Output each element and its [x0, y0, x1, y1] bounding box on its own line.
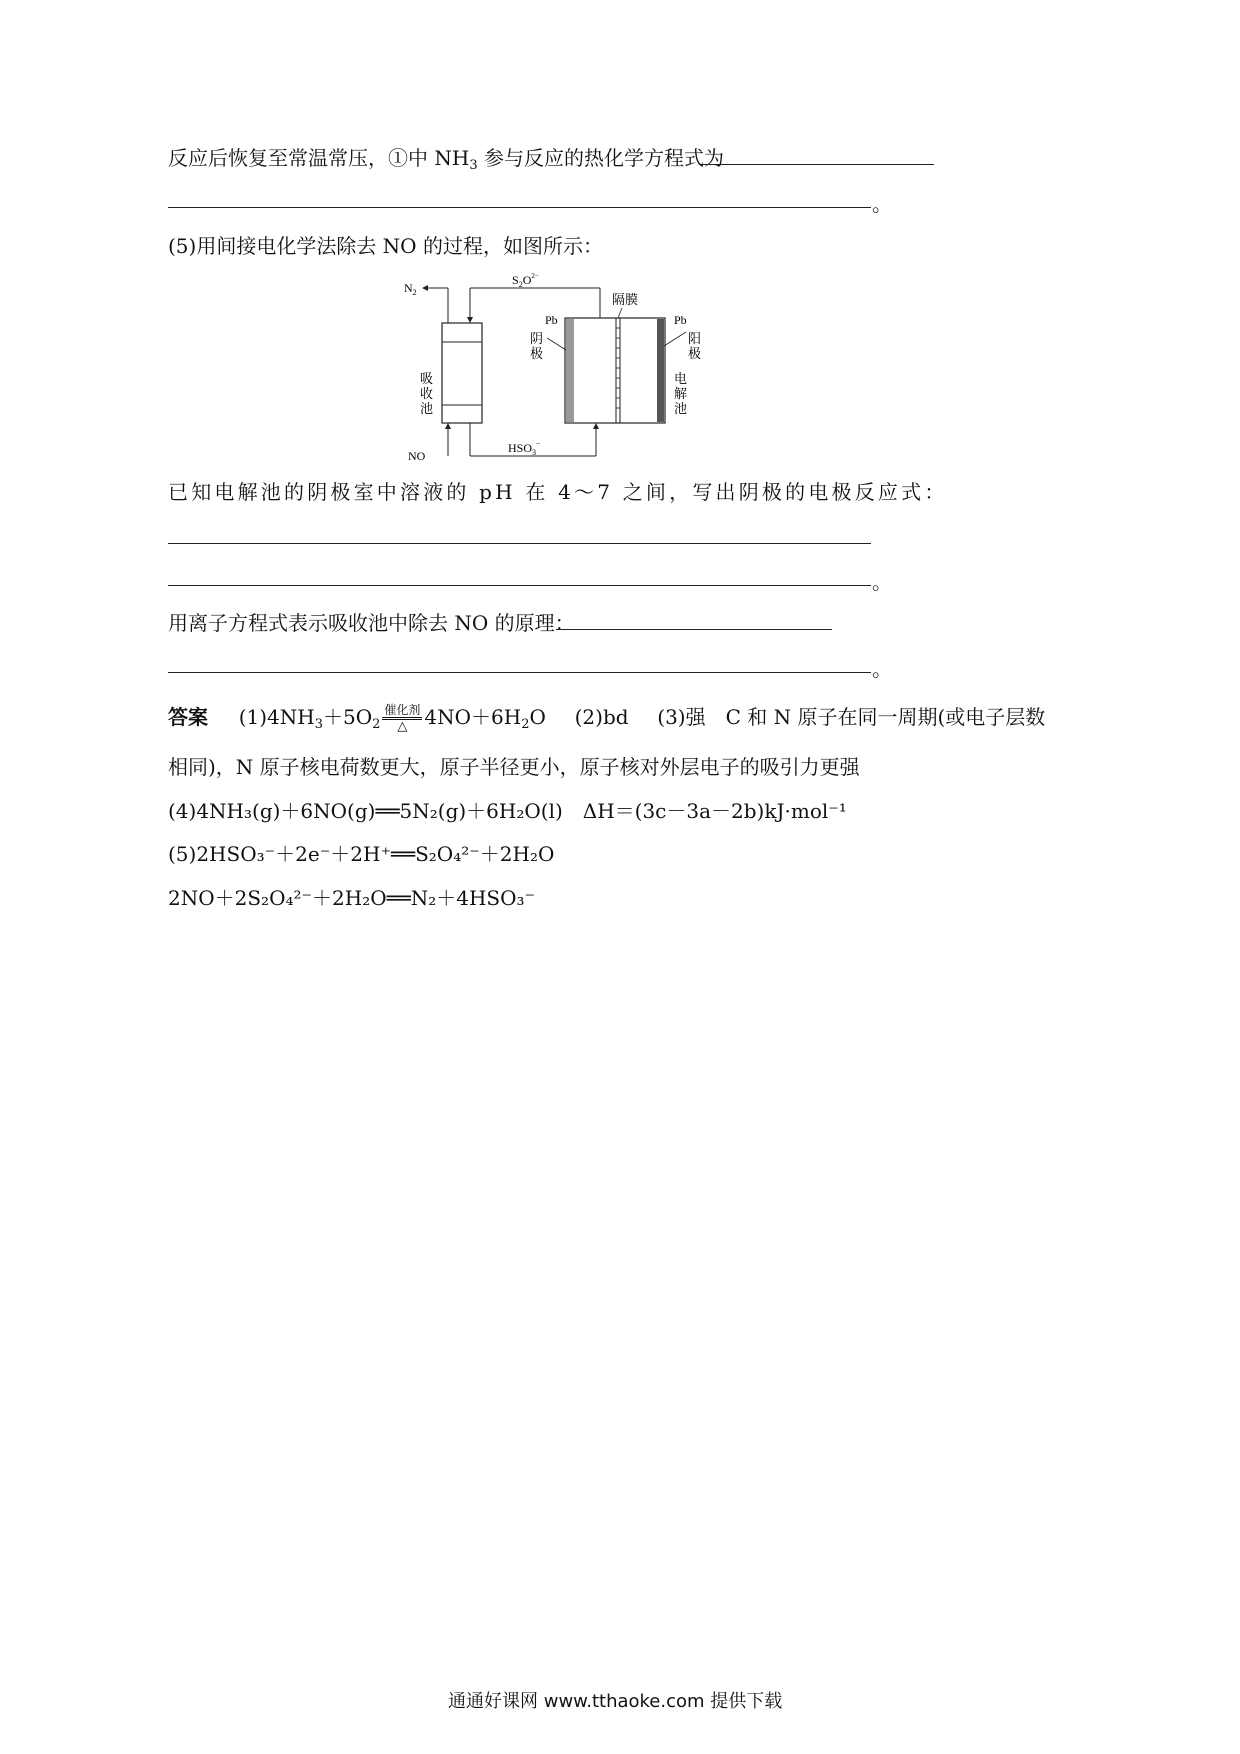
electrochemical-diagram [400, 268, 730, 468]
electrolyzer-label-2: 解 [674, 386, 688, 401]
cathode-label-2: 极 [530, 346, 544, 361]
answer-blank[interactable] [701, 164, 934, 165]
answer-line-4: (5)2HSO₃⁻＋2e⁻＋2H⁺══S₂O₄²⁻＋2H₂O [168, 842, 555, 866]
answer-line-1: 答案 $(1)4NH_3+5O_2$ $\frac{\text{催化剂}}{\triangle}$ $4NO+6H_2O$ (2)bd (3)强 C 和 N 原子在同一周期(或电子层数 [168, 702, 1046, 734]
answer-blank[interactable] [168, 207, 871, 208]
period: 。 [872, 192, 892, 216]
answer-blank[interactable] [168, 585, 871, 586]
answer-line-2: 相同)，N 原子核电荷数更大，原子半径更小，原子核对外层电子的吸引力更强 [168, 755, 860, 779]
answer-label: 答案 [168, 705, 208, 729]
answer-line-5: 2NO＋2S₂O₄²⁻＋2H₂O══N₂＋4HSO₃⁻ [168, 886, 536, 910]
hso3-label: $HSO_3^-$ [508, 439, 541, 457]
footer-source: 通通好课网 www.tthaoke.com 提供下载 [448, 1691, 783, 1712]
pb-right-label: Pb [674, 313, 687, 327]
answer-blank[interactable] [556, 629, 832, 630]
period: 。 [872, 657, 892, 681]
membrane-label: 隔膜 [612, 292, 639, 307]
answer-blank[interactable] [168, 543, 871, 544]
no-label: NO [408, 449, 426, 463]
s2o4-label: $S_2O^{2-}$ [512, 272, 539, 289]
period: 。 [872, 570, 892, 594]
q5-ionic: 用离子方程式表示吸收池中除去 NO 的原理： [168, 611, 575, 635]
absorber-label-2: 收 [420, 386, 434, 401]
cathode-label-1: 阴 [530, 331, 544, 346]
q5-intro: (5)用间接电化学法除去 NO 的过程，如图所示： [168, 234, 603, 258]
anode-label-1: 阳 [688, 331, 702, 346]
absorber-label-3: 池 [420, 401, 434, 416]
electrolyzer-label-3: 池 [674, 401, 688, 416]
pb-left-label: Pb [545, 313, 558, 327]
q5-known: 已知电解池的阴极室中溶液的 pH 在 4～7 之间，写出阴极的电极反应式： [168, 480, 948, 504]
answer-blank[interactable] [168, 672, 871, 673]
absorber-label-1: 吸 [420, 371, 434, 386]
reaction-condition: $\frac{\text{催化剂}}{\triangle}$ [384, 702, 421, 734]
anode-label-2: 极 [688, 346, 702, 361]
answer-line-3: (4)4NH₃(g)＋6NO(g)══5N₂(g)＋6H₂O(l) ΔH＝(3c－3a－2b)kJ·mol⁻¹ [168, 799, 847, 823]
electrolyzer-label-1: 电 [674, 371, 688, 386]
n2-label: $N_2$ [404, 281, 417, 297]
q4-text: 反应后恢复至常温常压，①中 $NH_3$ 参与反应的热化学方程式为 [168, 146, 724, 173]
